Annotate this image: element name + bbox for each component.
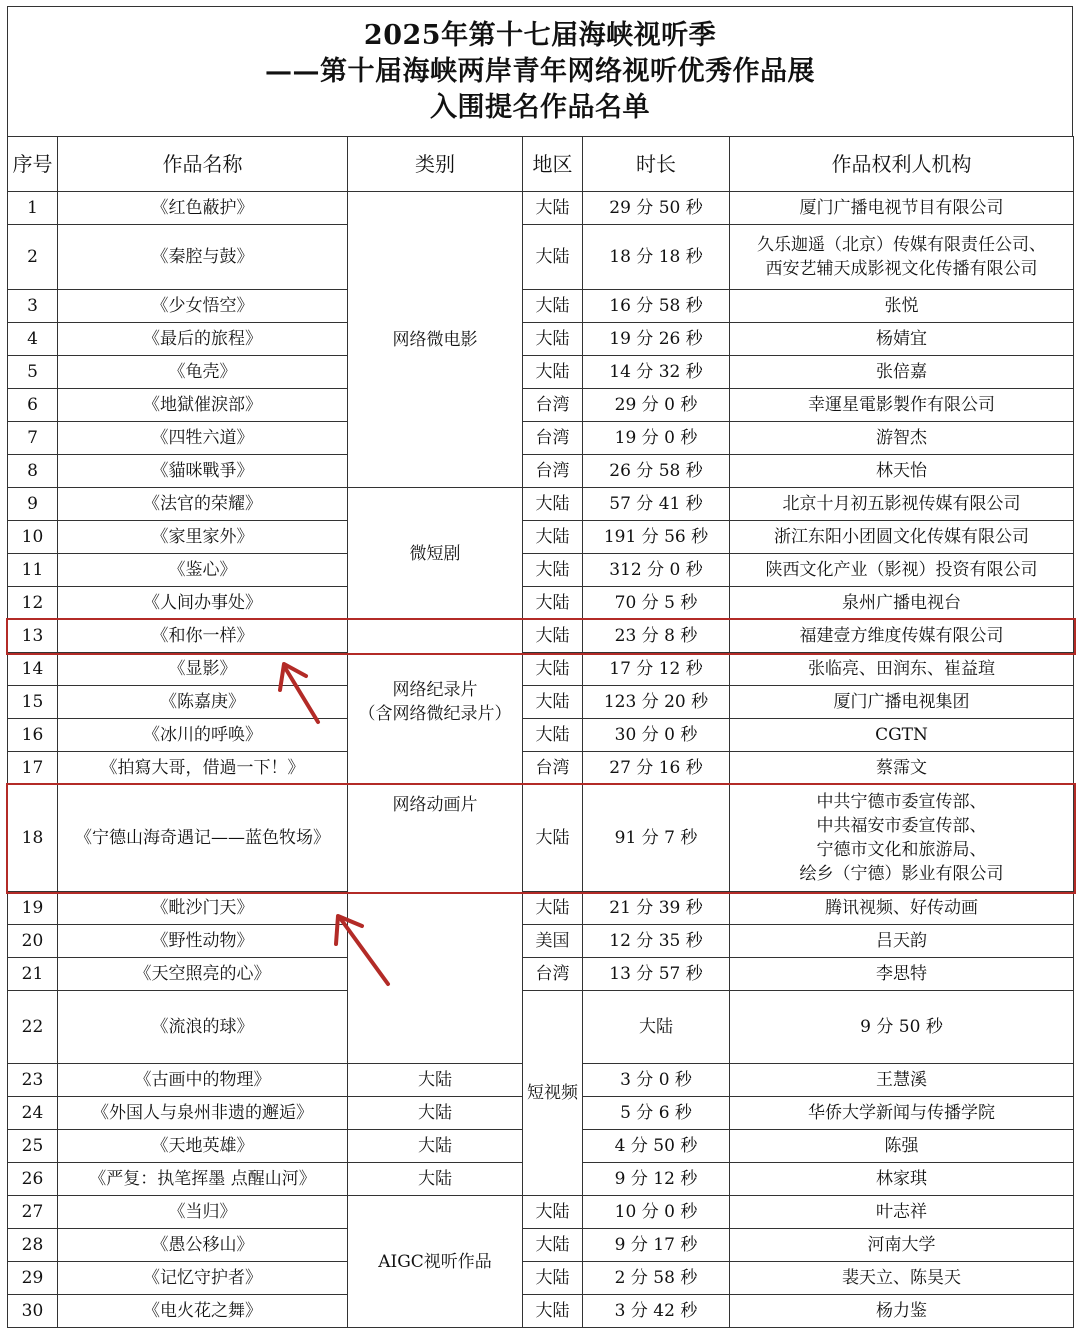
document-title-block [7,6,1073,136]
table-row [8,991,1074,1064]
row-region: 大陆 [523,892,583,925]
row-duration: 29 分 50 秒 [583,192,730,225]
row-owner [730,785,1074,892]
row-owner: 张悦 [730,290,1074,323]
header-region: 地区 [523,137,583,192]
owner-line: 绘乡（宁德）影业有限公司 [799,864,1004,884]
row-duration: 123 分 20 秒 [583,686,730,719]
row-owner: 浙江东阳小团圆文化传媒有限公司 [730,521,1074,554]
row-no: 2 [8,225,58,290]
row-duration: 2 分 58 秒 [583,1262,730,1295]
row-no: 23 [8,1064,58,1097]
row-no: 27 [8,1196,58,1229]
row-owner: 厦门广播电视节目有限公司 [730,192,1074,225]
row-owner: 陈强 [730,1130,1074,1163]
row-duration: 9 分 12 秒 [583,1163,730,1196]
row-title: 《拍寫大哥，借過一下！》 [58,752,348,785]
row-region: 大陆 [523,653,583,686]
row-title: 《四牲六道》 [58,422,348,455]
row-duration: 27 分 16 秒 [583,752,730,785]
row-duration: 26 分 58 秒 [583,455,730,488]
header-duration: 时长 [583,137,730,192]
table-row [8,587,1074,620]
row-no: 25 [8,1130,58,1163]
row-title: 《人间办事处》 [58,587,348,620]
owner-line: 中共福安市委宣传部、 [816,816,987,836]
row-owner: 华侨大学新闻与传播学院 [730,1097,1074,1130]
row-duration: 9 分 17 秒 [583,1229,730,1262]
row-title: 《貓咪戰爭》 [58,455,348,488]
row-no: 7 [8,422,58,455]
row-title: 《当归》 [58,1196,348,1229]
row-duration: 13 分 57 秒 [583,958,730,991]
row-owner: 李思特 [730,958,1074,991]
table-row [8,719,1074,752]
owner-line: 中共宁德市委宣传部、 [816,792,987,812]
table-row [8,686,1074,719]
row-title: 《愚公移山》 [58,1229,348,1262]
row-title: 《显影》 [58,653,348,686]
header-category: 类别 [348,137,523,192]
row-region: 大陆 [523,1196,583,1229]
row-no: 11 [8,554,58,587]
nominee-table [7,136,1074,1328]
row-owner: 吕天韵 [730,925,1074,958]
row-no: 10 [8,521,58,554]
row-region: 大陆 [523,554,583,587]
row-region: 大陆 [523,488,583,521]
row-duration: 9 分 50 秒 [730,991,1074,1064]
table-row [8,785,1074,892]
row-no: 14 [8,653,58,686]
row-title: 《电火花之舞》 [58,1295,348,1328]
row-duration: 10 分 0 秒 [583,1196,730,1229]
table-header-row [8,137,1074,192]
table-row [8,192,1074,225]
row-no: 22 [8,991,58,1064]
row-title: 《红色蔽护》 [58,192,348,225]
row-no: 6 [8,389,58,422]
row-no: 28 [8,1229,58,1262]
row-title: 《少女悟空》 [58,290,348,323]
table-row [8,1295,1074,1328]
category-cell-short-video: 短视频 [523,991,583,1196]
row-region: 台湾 [523,422,583,455]
row-owner: 泉州广播电视台 [730,587,1074,620]
row-owner: 厦门广播电视集团 [730,686,1074,719]
category-cell-animation: 网络动画片 [348,785,523,1064]
row-region: 大陆 [348,1097,523,1130]
row-title: 《天地英雄》 [58,1130,348,1163]
row-owner [730,225,1074,290]
row-region: 台湾 [523,958,583,991]
row-no: 21 [8,958,58,991]
row-no: 17 [8,752,58,785]
row-region: 大陆 [523,620,583,653]
row-owner: 叶志祥 [730,1196,1074,1229]
row-region: 台湾 [523,455,583,488]
row-region: 大陆 [523,521,583,554]
row-title: 《龟壳》 [58,356,348,389]
category-label: 网络纪录片 [392,680,478,700]
row-title: 《家里家外》 [58,521,348,554]
table-row [8,488,1074,521]
row-region: 大陆 [523,323,583,356]
row-duration: 70 分 5 秒 [583,587,730,620]
table-row [8,1229,1074,1262]
title-line-2: ——第十届海峡两岸青年网络视听优秀作品展 [265,55,815,87]
row-duration: 12 分 35 秒 [583,925,730,958]
row-owner: 林天怡 [730,455,1074,488]
row-title: 《最后的旅程》 [58,323,348,356]
row-region: 大陆 [523,356,583,389]
table-row [8,653,1074,686]
row-duration: 91 分 7 秒 [583,785,730,892]
category-cell-aigc: AIGC视听作品 [348,1196,523,1328]
row-region: 大陆 [523,192,583,225]
row-owner: 幸運星電影製作有限公司 [730,389,1074,422]
table-row [8,356,1074,389]
header-title: 作品名称 [58,137,348,192]
row-owner: 福建壹方维度传媒有限公司 [730,620,1074,653]
table-row [8,892,1074,925]
row-no: 1 [8,192,58,225]
row-region: 大陆 [523,785,583,892]
row-duration: 14 分 32 秒 [583,356,730,389]
row-duration: 57 分 41 秒 [583,488,730,521]
row-no: 26 [8,1163,58,1196]
row-duration: 16 分 58 秒 [583,290,730,323]
row-duration: 19 分 0 秒 [583,422,730,455]
row-title: 《天空照亮的心》 [58,958,348,991]
row-duration: 30 分 0 秒 [583,719,730,752]
row-no: 19 [8,892,58,925]
row-duration: 312 分 0 秒 [583,554,730,587]
row-no: 29 [8,1262,58,1295]
row-region: 大陆 [523,686,583,719]
owner-line: 西安艺辅天成影视文化传播有限公司 [765,259,1038,279]
row-owner: 林家琪 [730,1163,1074,1196]
row-duration: 4 分 50 秒 [583,1130,730,1163]
row-duration: 19 分 26 秒 [583,323,730,356]
row-region: 大陆 [523,290,583,323]
row-owner: 蔡霈文 [730,752,1074,785]
row-title: 《流浪的球》 [58,991,348,1064]
row-region: 大陆 [583,991,730,1064]
row-title: 《秦腔与鼓》 [58,225,348,290]
row-title: 《毗沙门天》 [58,892,348,925]
row-duration: 191 分 56 秒 [583,521,730,554]
row-duration: 23 分 8 秒 [583,620,730,653]
row-owner: 裴天立、陈昊天 [730,1262,1074,1295]
row-title: 《地獄催淚部》 [58,389,348,422]
table-row [8,958,1074,991]
row-region: 大陆 [348,1163,523,1196]
header-owner: 作品权利人机构 [730,137,1074,192]
row-duration: 3 分 42 秒 [583,1295,730,1328]
row-title: 《外国人与泉州非遗的邂逅》 [58,1097,348,1130]
row-duration: 5 分 6 秒 [583,1097,730,1130]
row-no: 8 [8,455,58,488]
category-cell-micro-drama: 微短剧 [348,488,523,620]
row-owner: 王慧溪 [730,1064,1074,1097]
row-no: 5 [8,356,58,389]
row-region: 大陆 [523,1262,583,1295]
title-line-3: 入围提名作品名单 [430,91,650,123]
row-owner: 北京十月初五影视传媒有限公司 [730,488,1074,521]
row-no: 3 [8,290,58,323]
row-title: 《严复：执笔挥墨 点醒山河》 [58,1163,348,1196]
row-no: 13 [8,620,58,653]
title-line-1: 2025年第十七届海峡视听季 [363,19,717,51]
row-duration: 18 分 18 秒 [583,225,730,290]
owner-line: 久乐迦遥（北京）传媒有限责任公司、 [757,235,1046,255]
row-duration: 3 分 0 秒 [583,1064,730,1097]
category-cell-micro-film: 网络微电影 [348,192,523,488]
table-row [8,554,1074,587]
row-region: 台湾 [523,752,583,785]
row-title: 《鉴心》 [58,554,348,587]
table-row [8,422,1074,455]
table-row [8,752,1074,785]
row-no: 15 [8,686,58,719]
table-row [8,290,1074,323]
row-duration: 29 分 0 秒 [583,389,730,422]
row-owner: 杨力鉴 [730,1295,1074,1328]
row-no: 18 [8,785,58,892]
row-region: 大陆 [523,587,583,620]
row-title: 《和你一样》 [58,620,348,653]
row-region: 台湾 [523,389,583,422]
table-row [8,1196,1074,1229]
table-row [8,925,1074,958]
table-row [8,323,1074,356]
row-region: 大陆 [348,1064,523,1097]
row-owner: 杨婧宜 [730,323,1074,356]
row-no: 12 [8,587,58,620]
category-cell-documentary [348,620,523,785]
table-row [8,389,1074,422]
row-title: 《宁德山海奇遇记——蓝色牧场》 [58,785,348,892]
row-no: 9 [8,488,58,521]
row-no: 30 [8,1295,58,1328]
row-title: 《冰川的呼唤》 [58,719,348,752]
row-owner: 张临亮、田润东、崔益瑄 [730,653,1074,686]
row-owner: CGTN [730,719,1074,752]
header-no: 序号 [8,137,58,192]
row-duration: 17 分 12 秒 [583,653,730,686]
row-region: 大陆 [348,1130,523,1163]
row-no: 20 [8,925,58,958]
row-no: 16 [8,719,58,752]
row-region: 大陆 [523,225,583,290]
table-row [8,455,1074,488]
row-duration: 21 分 39 秒 [583,892,730,925]
table-row [8,225,1074,290]
row-region: 大陆 [523,719,583,752]
row-region: 大陆 [523,1295,583,1328]
row-title: 《法官的荣耀》 [58,488,348,521]
row-title: 《野性动物》 [58,925,348,958]
row-title: 《记忆守护者》 [58,1262,348,1295]
row-owner: 陕西文化产业（影视）投资有限公司 [730,554,1074,587]
row-owner: 游智杰 [730,422,1074,455]
row-title: 《古画中的物理》 [58,1064,348,1097]
row-owner: 腾讯视频、好传动画 [730,892,1074,925]
row-owner: 河南大学 [730,1229,1074,1262]
table-row [8,620,1074,653]
row-no: 4 [8,323,58,356]
row-owner: 张倍嘉 [730,356,1074,389]
row-title: 《陈嘉庚》 [58,686,348,719]
row-region: 大陆 [523,1229,583,1262]
row-no: 24 [8,1097,58,1130]
table-row [8,521,1074,554]
row-region: 美国 [523,925,583,958]
category-sublabel: （含网络微纪录片） [358,704,512,724]
table-row [8,1262,1074,1295]
owner-line: 宁德市文化和旅游局、 [816,840,987,860]
